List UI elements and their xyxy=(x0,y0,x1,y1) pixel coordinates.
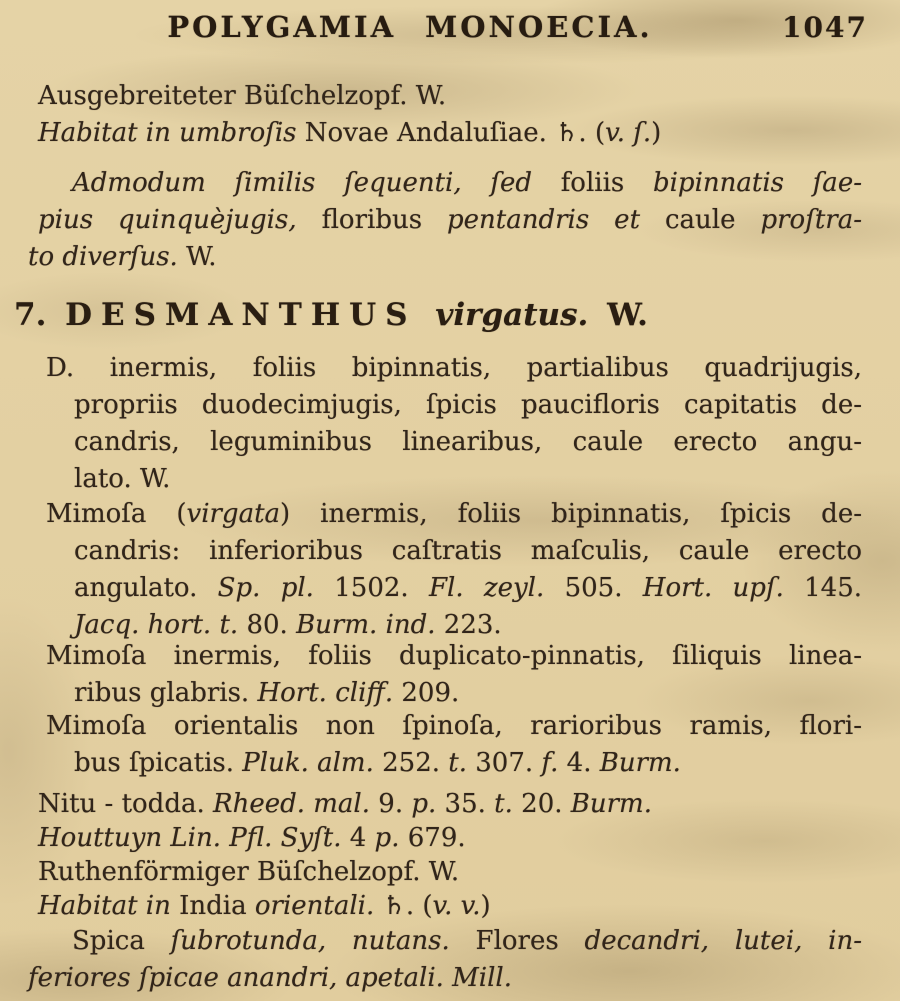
text-segment: Nitu - todda. xyxy=(38,789,213,819)
german-name-line-2-line xyxy=(38,854,862,891)
text-block xyxy=(14,78,863,997)
text-segment: propriis duodecimjugis, ſpicis paucifloris capitatis de- xyxy=(74,390,862,420)
text-segment: ribus glabris. xyxy=(74,678,258,708)
description-paragraph xyxy=(28,923,863,997)
text-segment: 4 xyxy=(349,823,375,853)
text-segment: t. xyxy=(494,789,522,819)
text-segment: v. ſ. xyxy=(605,118,652,148)
synonym-paragraph-3-line xyxy=(46,708,862,745)
note-paragraph xyxy=(28,165,862,276)
text-segment: Rheed. mal. xyxy=(213,789,379,819)
text-segment: Houttuyn Lin. Pfl. Syſt. xyxy=(38,823,350,853)
text-segment: D. inermis, foliis bipinnatis, partialibus quadrijugis, xyxy=(46,353,862,383)
synonym-paragraph-2-line xyxy=(74,675,862,712)
synonym-paragraph-3-line xyxy=(74,745,862,782)
vernacular-line xyxy=(38,786,862,823)
text-segment: Ausgebreiteter Büſchelzopf. W. xyxy=(38,81,447,111)
text-segment: candris, leguminibus linearibus, caule erecto angu- xyxy=(74,427,862,457)
text-segment: Mimoſa ( xyxy=(46,499,187,529)
text-segment: Novae Andaluſiae. ♄. ( xyxy=(304,118,606,148)
diagnosis-paragraph-line xyxy=(46,350,862,387)
text-segment: Jacq. hort. t. xyxy=(74,610,247,640)
text-segment: ) inermis, foliis bipinnatis, ſpicis de- xyxy=(280,499,862,529)
text-segment: v. v. xyxy=(432,891,481,921)
text-segment: W. xyxy=(607,297,648,333)
description-paragraph-line xyxy=(72,923,862,960)
text-segment: ♄. ( xyxy=(382,891,433,921)
text-segment: foliis xyxy=(560,168,653,198)
text-segment: Admodum ſimilis ſequenti, xyxy=(72,168,491,198)
text-segment: Mimoſa orientalis non ſpinoſa, rarioribus ramis, flori- xyxy=(46,711,862,741)
habitat-line-2-line xyxy=(38,888,862,925)
text-segment: 1502. xyxy=(334,573,429,603)
note-paragraph-line xyxy=(72,165,862,202)
text-segment: ) xyxy=(651,118,662,148)
text-segment: candris: inferioribus caſtratis maſculis, caule erecto xyxy=(74,536,862,566)
synonym-paragraph-2-line xyxy=(46,638,862,675)
text-segment: 505. xyxy=(564,573,643,603)
text-segment: virgata xyxy=(186,499,281,529)
species-heading-line xyxy=(14,292,862,338)
text-segment: ) xyxy=(480,891,491,921)
text-segment: 4. xyxy=(566,748,600,778)
text-segment: pentandris et xyxy=(447,205,665,235)
text-segment: Mimoſa inermis, foliis duplicato-pinnatis, ſiliquis linea- xyxy=(46,641,862,671)
text-segment: lato. W. xyxy=(74,464,171,494)
page-title: POLYGAMIA MONOECIA. xyxy=(167,10,653,44)
text-segment: Hort. cliff. xyxy=(257,678,402,708)
synonym-paragraph-1-line xyxy=(74,533,862,570)
text-segment: India xyxy=(179,891,255,921)
synonym-paragraph-1-line xyxy=(74,570,862,607)
text-segment: Burm. xyxy=(599,748,681,778)
text-segment: bipinnatis ſae- xyxy=(652,168,862,198)
text-segment: 679. xyxy=(407,823,466,853)
habitat-line xyxy=(38,115,862,152)
text-segment: p. xyxy=(411,789,445,819)
text-segment: floribus xyxy=(321,205,448,235)
text-segment: 209. xyxy=(401,678,460,708)
text-segment: orientali. xyxy=(254,891,383,921)
text-segment: 9. xyxy=(378,789,412,819)
reference-line xyxy=(38,820,862,857)
text-segment: f. xyxy=(541,748,567,778)
habitat-line-2 xyxy=(38,888,862,925)
running-head xyxy=(38,10,868,52)
text-segment: 252. xyxy=(382,748,449,778)
text-segment: Habitat in xyxy=(38,891,180,921)
text-segment: Burm. xyxy=(570,789,652,819)
text-segment: t. xyxy=(448,748,476,778)
synonym-paragraph-1-line xyxy=(46,496,862,533)
species-heading xyxy=(14,292,862,338)
text-segment: DESMANTHUS xyxy=(65,297,417,333)
diagnosis-paragraph xyxy=(38,350,862,498)
text-segment: 223. xyxy=(443,610,502,640)
description-paragraph-line xyxy=(28,960,862,997)
text-segment: 20. xyxy=(521,789,571,819)
diagnosis-paragraph-line xyxy=(74,387,862,424)
text-segment: angulato. xyxy=(74,573,218,603)
text-segment: decandri, lutei, in- xyxy=(584,926,863,956)
text-segment: ſed xyxy=(490,168,561,198)
text-segment: 7. xyxy=(14,297,66,333)
text-segment: Habitat in umbroſis xyxy=(38,118,305,148)
text-segment: proſtra- xyxy=(760,205,862,235)
text-segment: p. xyxy=(374,823,408,853)
diagnosis-paragraph-line xyxy=(74,424,862,461)
text-segment: virgatus. xyxy=(416,297,608,333)
text-segment: 145. xyxy=(804,573,863,603)
text-segment: ſubrotunda, nutans. xyxy=(170,926,476,956)
text-segment: 35. xyxy=(444,789,495,819)
page-number: 1047 xyxy=(782,11,868,44)
text-segment: pius quinquèjugis, xyxy=(38,205,322,235)
text-segment: Pluk. alm. xyxy=(242,748,383,778)
text-segment: Fl. zeyl. xyxy=(428,573,565,603)
text-segment: bus ſpicatis. xyxy=(74,748,243,778)
reference-line-line xyxy=(38,820,862,857)
diagnosis-paragraph-line xyxy=(74,461,862,498)
synonym-paragraph-2 xyxy=(38,638,862,712)
text-segment: feriores ſpicae anandri, apetali. Mill. xyxy=(28,963,513,993)
text-segment: Sp. pl. xyxy=(217,573,335,603)
german-name-line-2 xyxy=(38,854,862,891)
text-segment: Flores xyxy=(475,926,585,956)
text-segment: Hort. upſ. xyxy=(642,573,805,603)
german-name-line-line xyxy=(38,78,862,115)
text-segment: 307. xyxy=(475,748,542,778)
habitat-line-line xyxy=(38,115,862,152)
text-segment: Spica xyxy=(72,926,171,956)
text-segment: Ruthenförmiger Büſchelzopf. W. xyxy=(38,857,460,887)
text-segment: caule xyxy=(664,205,761,235)
synonym-paragraph-3 xyxy=(38,708,862,782)
text-segment: to diverſus. xyxy=(28,242,187,272)
text-segment: W. xyxy=(186,242,217,272)
note-paragraph-line xyxy=(28,239,862,276)
text-segment: 80. xyxy=(246,610,297,640)
text-segment: Burm. ind. xyxy=(296,610,444,640)
vernacular-line-line xyxy=(38,786,862,823)
synonym-paragraph-1 xyxy=(38,496,862,644)
note-paragraph-line xyxy=(38,202,862,239)
german-name-line xyxy=(38,78,862,115)
